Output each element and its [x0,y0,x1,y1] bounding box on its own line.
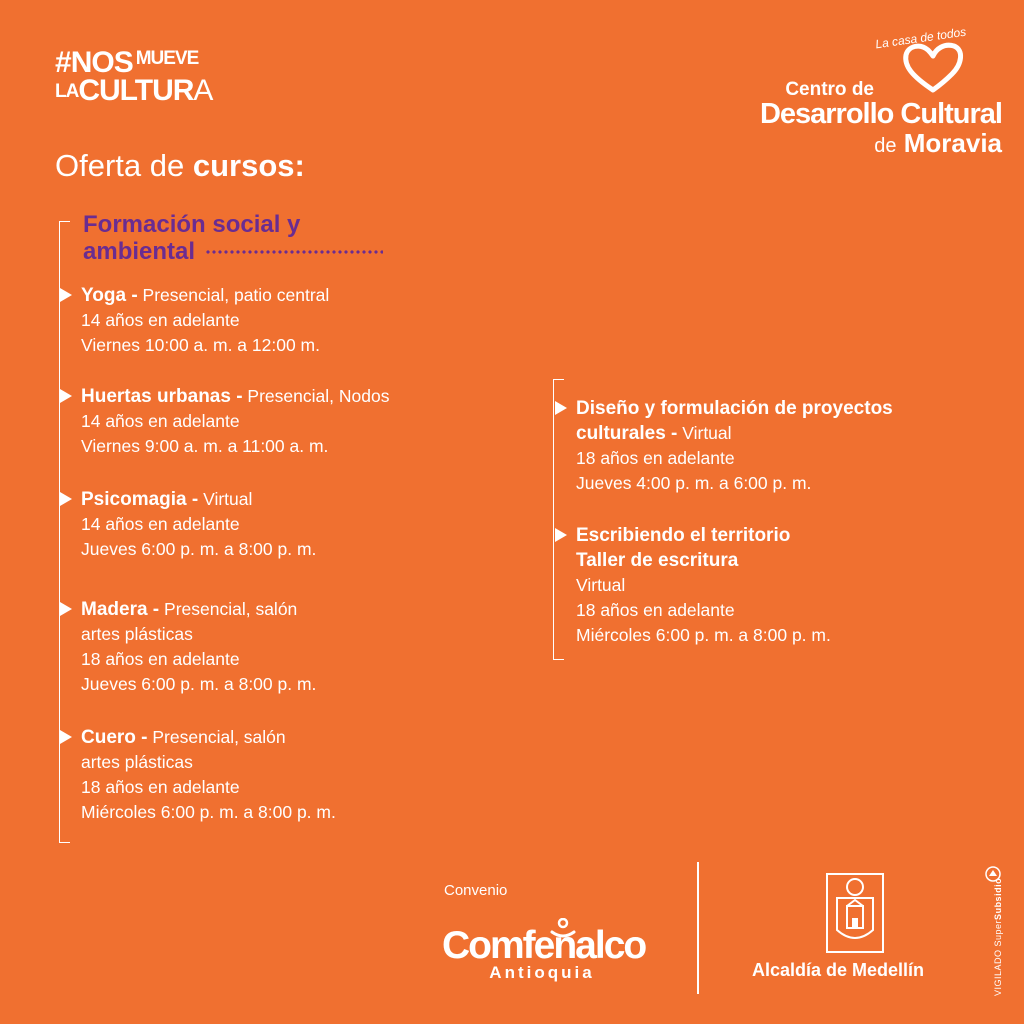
vigilado-super: Super [993,919,1003,947]
course-name-continued: Taller de escritura [576,550,739,571]
hashtag-word-mueve: MUEVE [135,48,199,69]
convenio-label: Convenio [444,882,508,899]
course-age: 14 años en adelante [81,310,240,330]
footer-divider [697,862,699,994]
center-tagline: La casa de todos [874,24,967,52]
course-location: artes plásticas [81,624,193,644]
hashtag-symbol: # [55,46,71,79]
course-schedule: Viernes 10:00 a. m. a 12:00 m. [81,335,320,355]
play-arrow-icon [60,288,72,302]
course-name: Escribiendo el territorio [576,525,791,546]
course-schedule: Miércoles 6:00 p. m. a 8:00 p. m. [576,625,831,645]
vigilado-prefix: VIGILADO [993,949,1003,996]
course-item [81,283,501,358]
course-age: 18 años en adelante [81,777,240,797]
play-arrow-icon [555,401,567,415]
course-item [81,384,501,459]
center-name-line1: Centro de [785,79,874,100]
course-age: 18 años en adelante [576,600,735,620]
play-arrow-icon [60,730,72,744]
medellin-coat-of-arms-icon [825,872,885,954]
course-item [576,396,996,496]
dotted-line-decoration [205,249,383,255]
comfenalco-subtitle: Antioquia [489,963,595,982]
play-arrow-icon [555,528,567,542]
left-column-bracket [59,221,70,843]
center-name-line2: Desarrollo Cultural [759,98,1002,130]
course-modality: Virtual [203,489,253,509]
course-name: Yoga - [81,285,138,306]
section-title-line1: Formación social y [83,211,301,238]
course-name: Huertas urbanas - [81,386,243,407]
course-item [81,725,501,825]
course-modality: Presencial, salón [152,727,286,747]
course-modality: Presencial, Nodos [247,386,390,406]
page-title-bold: cursos: [192,148,305,183]
center-name-de: de [874,135,897,157]
center-name-line3 [874,130,1002,156]
comfenalco-mark-icon [550,918,576,938]
vigilado-subsidio: Subsidio [993,877,1003,920]
play-arrow-icon [60,602,72,616]
course-name: Cuero - [81,727,148,748]
course-age: 14 años en adelante [81,411,240,431]
course-modality: Virtual [576,575,626,595]
course-age: 14 años en adelante [81,514,240,534]
section-title-line2: ambiental [83,238,196,265]
course-item [576,523,996,648]
course-name: Diseño y formulación de proyectos [576,398,893,419]
course-name: Madera - [81,599,160,620]
right-column-bracket [553,379,564,660]
hashtag-word-la: LA [55,81,79,102]
hashtag-word-a: A [193,74,213,107]
comfenalco-logo [442,924,646,983]
nos-mueve-la-cultura-logo [55,48,245,108]
course-schedule: Jueves 4:00 p. m. a 6:00 p. m. [576,473,812,493]
play-arrow-icon [60,389,72,403]
section-title [83,211,383,265]
course-schedule: Jueves 6:00 p. m. a 8:00 p. m. [81,539,317,559]
course-schedule: Miércoles 6:00 p. m. a 8:00 p. m. [81,802,336,822]
course-item [81,597,501,697]
course-modality: Presencial, patio central [142,285,330,305]
vigilado-supersubsidio [981,866,1005,998]
course-name: Psicomagia - [81,489,199,510]
center-name-moravia: Moravia [903,128,1002,158]
hashtag-word-nos: NOS [70,46,133,79]
heart-icon [900,40,966,94]
course-age: 18 años en adelante [576,448,735,468]
play-arrow-icon [60,492,72,506]
centro-desarrollo-cultural-logo [742,24,1002,160]
comfenalco-name: Comfenalco [442,924,646,967]
vigilado-text [993,878,1003,996]
course-item [81,487,501,562]
page-title-normal: Oferta de [55,148,185,183]
course-schedule: Viernes 9:00 a. m. a 11:00 a. m. [81,436,329,456]
course-modality: Virtual [682,423,732,443]
course-schedule: Jueves 6:00 p. m. a 8:00 p. m. [81,674,317,694]
course-age: 18 años en adelante [81,649,240,669]
page-title [55,148,305,184]
alcaldia-medellin-label: Alcaldía de Medellín [752,960,925,980]
hashtag-word-cultur: CULTUR [78,74,194,107]
course-name-continued: culturales - [576,423,678,444]
course-modality: Presencial, salón [164,599,298,619]
course-location: artes plásticas [81,752,193,772]
